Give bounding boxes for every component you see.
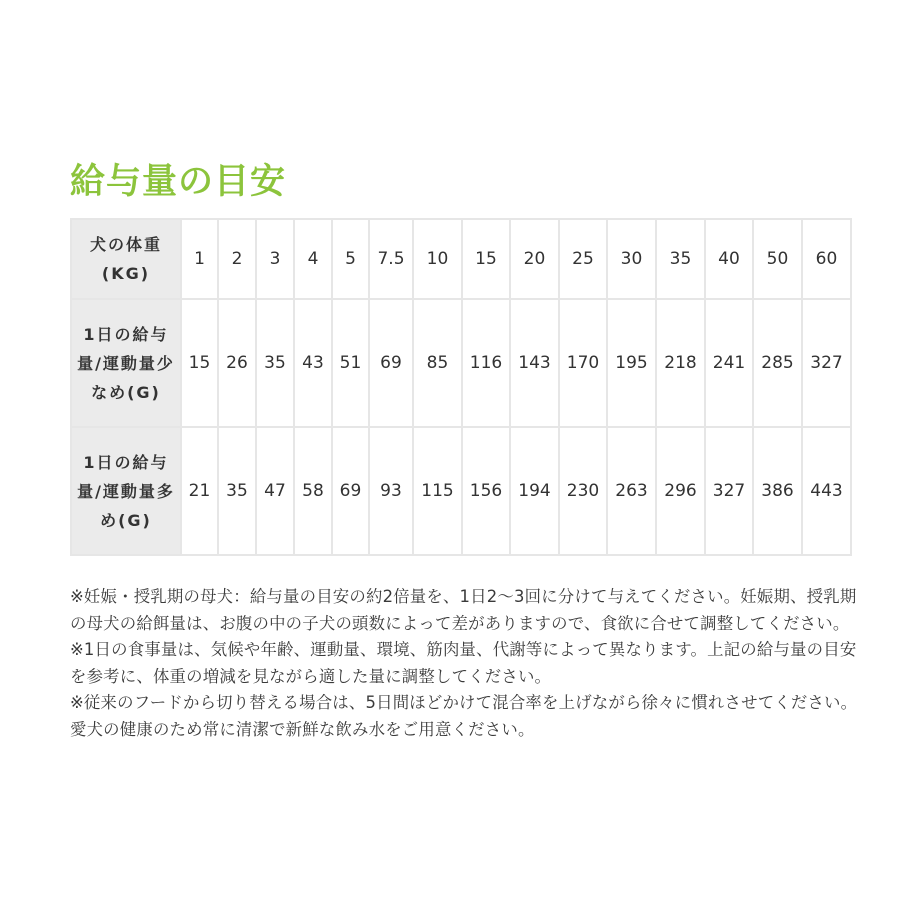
low-activity-cell: 241 bbox=[705, 299, 753, 427]
low-activity-cell: 26 bbox=[218, 299, 256, 427]
low-activity-cell: 35 bbox=[256, 299, 294, 427]
weight-cell: 4 bbox=[294, 219, 332, 299]
high-activity-cell: 230 bbox=[559, 427, 607, 555]
feeding-notes bbox=[70, 584, 860, 743]
low-activity-cell: 195 bbox=[607, 299, 656, 427]
high-activity-cell: 156 bbox=[462, 427, 510, 555]
weight-cell: 60 bbox=[802, 219, 851, 299]
high-activity-cell: 386 bbox=[753, 427, 802, 555]
weight-cell: 50 bbox=[753, 219, 802, 299]
low-activity-cell: 143 bbox=[510, 299, 559, 427]
low-activity-cell: 285 bbox=[753, 299, 802, 427]
weight-cell: 25 bbox=[559, 219, 607, 299]
row-header-high-activity: 1日の給与量/運動量多め(G) bbox=[71, 427, 181, 555]
weight-cell: 40 bbox=[705, 219, 753, 299]
high-activity-cell: 296 bbox=[656, 427, 705, 555]
weight-cell: 5 bbox=[332, 219, 369, 299]
high-activity-cell: 327 bbox=[705, 427, 753, 555]
weight-cell: 30 bbox=[607, 219, 656, 299]
high-activity-cell: 115 bbox=[413, 427, 462, 555]
high-activity-cell: 93 bbox=[369, 427, 413, 555]
low-activity-cell: 116 bbox=[462, 299, 510, 427]
row-header-weight: 犬の体重(KG) bbox=[71, 219, 181, 299]
low-activity-cell: 51 bbox=[332, 299, 369, 427]
high-activity-cell: 443 bbox=[802, 427, 851, 555]
high-activity-cell: 35 bbox=[218, 427, 256, 555]
page-title: 給与量の目安 bbox=[70, 162, 287, 202]
high-activity-cell: 194 bbox=[510, 427, 559, 555]
low-activity-cell: 85 bbox=[413, 299, 462, 427]
feeding-table bbox=[70, 218, 852, 556]
weight-cell: 2 bbox=[218, 219, 256, 299]
low-activity-cell: 69 bbox=[369, 299, 413, 427]
high-activity-row bbox=[71, 427, 851, 555]
low-activity-cell: 15 bbox=[181, 299, 218, 427]
weight-cell: 15 bbox=[462, 219, 510, 299]
high-activity-cell: 47 bbox=[256, 427, 294, 555]
high-activity-cell: 58 bbox=[294, 427, 332, 555]
weight-cell: 3 bbox=[256, 219, 294, 299]
low-activity-cell: 218 bbox=[656, 299, 705, 427]
low-activity-cell: 327 bbox=[802, 299, 851, 427]
note-pregnancy: ※妊娠・授乳期の母犬：給与量の目安の約2倍量を、1日2〜3回に分けて与えてください。妊娠期、授乳期の母犬の給餌量は、お腹の中の子犬の頭数によって差がありますので、食欲に合せて調整してください。 bbox=[70, 587, 857, 633]
note-food-transition: ※従来のフードから切り替える場合は、5日間ほどかけて混合率を上げながら徐々に慣れさせてください。愛犬の健康のため常に清潔で新鮮な飲み水をご用意ください。 bbox=[70, 693, 858, 739]
weight-cell: 1 bbox=[181, 219, 218, 299]
low-activity-cell: 43 bbox=[294, 299, 332, 427]
weight-cell: 10 bbox=[413, 219, 462, 299]
high-activity-cell: 69 bbox=[332, 427, 369, 555]
row-header-low-activity: 1日の給与量/運動量少なめ(G) bbox=[71, 299, 181, 427]
weight-cell: 35 bbox=[656, 219, 705, 299]
weight-cell: 20 bbox=[510, 219, 559, 299]
high-activity-cell: 21 bbox=[181, 427, 218, 555]
low-activity-cell: 170 bbox=[559, 299, 607, 427]
weight-row bbox=[71, 219, 851, 299]
high-activity-cell: 263 bbox=[607, 427, 656, 555]
low-activity-row bbox=[71, 299, 851, 427]
weight-cell: 7.5 bbox=[369, 219, 413, 299]
note-daily-amount: ※1日の食事量は、気候や年齢、運動量、環境、筋肉量、代謝等によって異なります。上記の給与量の目安を参考に、体重の増減を見ながら適した量に調整してください。 bbox=[70, 640, 857, 686]
